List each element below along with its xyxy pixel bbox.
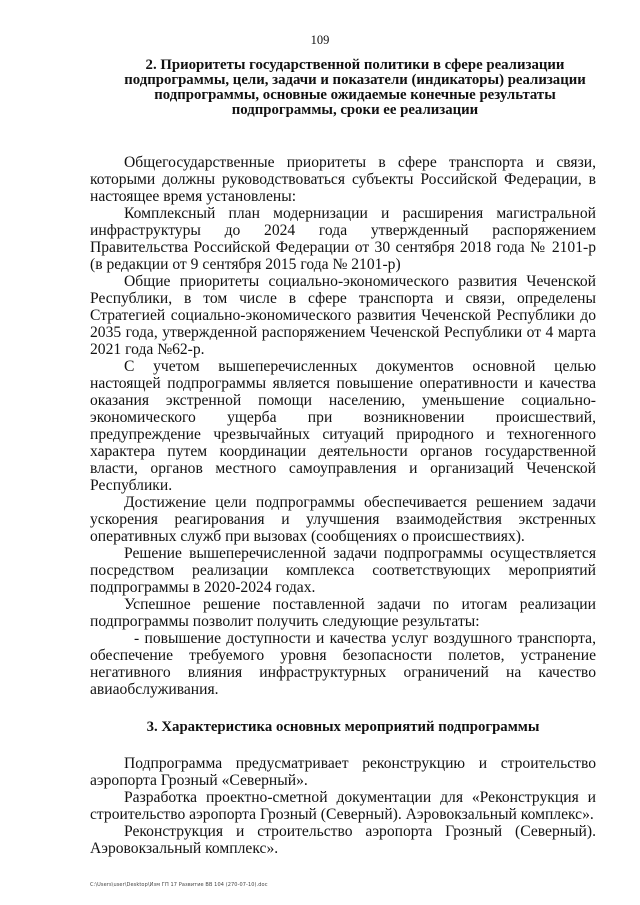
section-3-paragraph-3: Реконструкция и строительство аэропорта Грозный (Северный). Аэровокзальный комплекс».	[90, 823, 596, 857]
section-2-paragraph-3: Общие приоритеты социально-экономического развития Чеченской Республики, в том числе в сфере транспорта и связи, определены Стратегией социально-экономического развития Чеченской Республики до 2035 года, утвержденной распоряжением Чеченской Республики от 4 марта 2021 года №62-р.	[90, 273, 596, 358]
page-content	[90, 58, 596, 857]
section-2-paragraph-4: С учетом вышеперечисленных документов основной целью настоящей подпрограммы является повышение оперативности и качества оказания экстренной помощи населению, уменьшение социально-экономического ущерба при возникновении происшествий, предупреждение чрезвычайных ситуаций природного и техногенного характера путем координации деятельности органов государственной власти, органов местного самоуправления и организаций Чеченской Республики.	[90, 358, 596, 494]
section-2-bullet-item: - повышение доступности и качества услуг воздушного транспорта, обеспечение требуемого уровня безопасности полетов, устранение негативного влияния инфраструктурных ограничений на качество авиаобслуживания.	[90, 630, 596, 698]
file-path-footer: C:\Users\user\Desktop\Изм ГП 17 Развитие ВВ 104 (270-07-10).doc	[90, 882, 268, 888]
section-2-paragraph-6: Решение вышеперечисленной задачи подпрограммы осуществляется посредством реализации комплекса соответствующих мероприятий подпрограммы в 2020-2024 годах.	[90, 545, 596, 596]
section-3-paragraph-2: Разработка проектно-сметной документации для «Реконструкция и строительство аэропорта Грозный (Северный). Аэровокзальный комплекс».	[90, 789, 596, 823]
section-3-heading: 3. Характеристика основных мероприятий подпрограммы	[146, 719, 540, 735]
section-2-paragraph-5: Достижение цели подпрограммы обеспечивается решением задачи ускорения реагирования и улучшения взаимодействия экстренных оперативных служб при вызовах (сообщениях о происшествиях).	[90, 494, 596, 545]
section-2-paragraph-1: Общегосударственные приоритеты в сфере транспорта и связи, которыми должны руководствоваться субъекты Российской Федерации, в настоящее время установлены:	[90, 154, 596, 205]
section-2-paragraph-7: Успешное решение поставленной задачи по итогам реализации подпрограммы позволит получить следующие результаты:	[90, 596, 596, 630]
page-number: 109	[310, 33, 330, 47]
section-2-heading: 2. Приоритеты государственной политики в сфере реализации подпрограммы, цели, задачи и показатели (индикаторы) реализации подпрограммы, основные ожидаемые конечные результаты подпрограммы, сроки ее реализации	[124, 57, 586, 118]
section-2-paragraph-2: Комплексный план модернизации и расширения магистральной инфраструктуры до 2024 года утвержденный распоряжением Правительства Российской Федерации от 30 сентября 2018 года № 2101-р (в редакции от 9 сентября 2015 года № 2101-р)	[90, 205, 596, 273]
section-3-paragraph-1: Подпрограмма предусматривает реконструкцию и строительство аэропорта Грозный «Северный».	[90, 755, 596, 789]
section-spacer	[90, 698, 596, 720]
section-spacer	[90, 735, 596, 755]
